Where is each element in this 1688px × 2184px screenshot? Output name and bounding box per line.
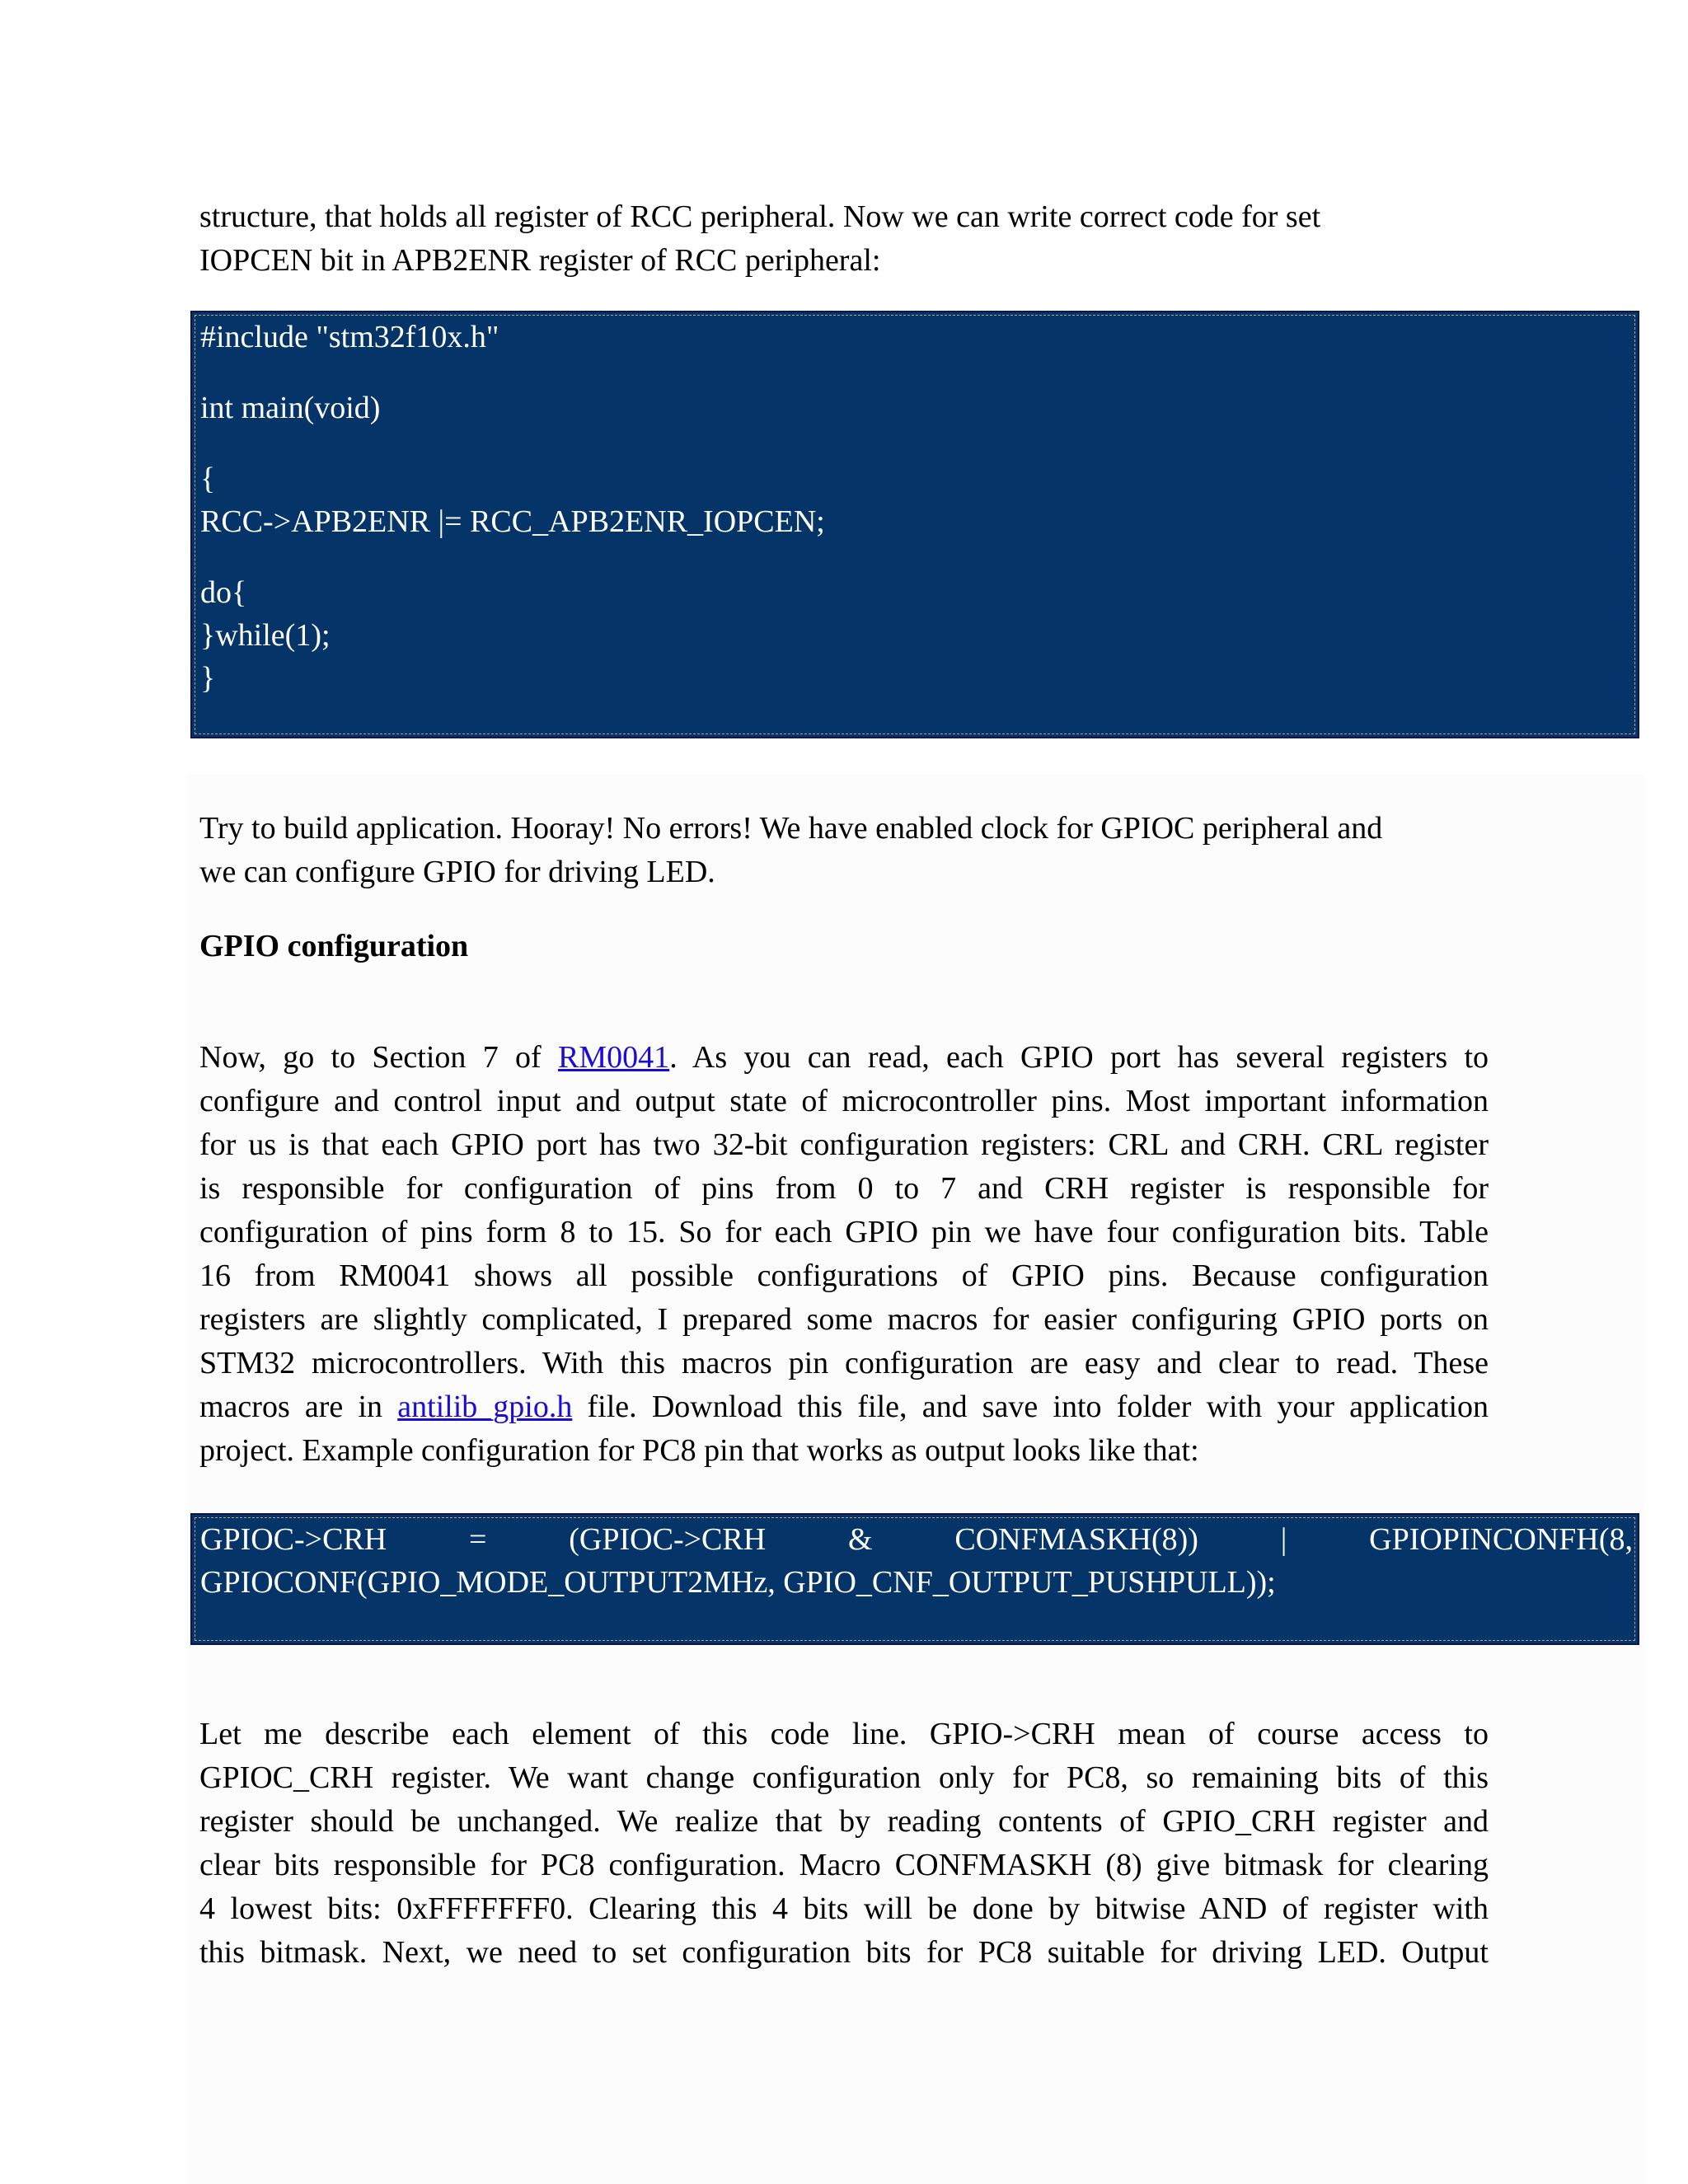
paragraph-line: for us is that each GPIO port has two 32-bit configuration registers: CRL and CRH. CRL register	[199, 1127, 1489, 1162]
paragraph-line: we can configure GPIO for driving LED.	[199, 855, 715, 889]
paragraph-line: STM32 microcontrollers. With this macros pin configuration are easy and clear to read. These	[199, 1346, 1489, 1380]
code-line: do{	[200, 575, 247, 610]
paragraph-line: structure, that holds all register of RCC peripheral. Now we can write correct code for set	[199, 199, 1321, 234]
paragraph-line: registers are slightly complicated, I prepared some macros for easier configuring GPIO ports on	[199, 1302, 1489, 1337]
paragraph-line: Let me describe each element of this code line. GPIO->CRH mean of course access to	[199, 1717, 1489, 1751]
paragraph-line: this bitmask. Next, we need to set configuration bits for PC8 suitable for driving LED. Output	[199, 1935, 1489, 1970]
code-block-gpio-config	[190, 1513, 1639, 1645]
paragraph-line: clear bits responsible for PC8 configuration. Macro CONFMASKH (8) give bitmask for clearing	[199, 1848, 1489, 1882]
paragraph-line: IOPCEN bit in APB2ENR register of RCC peripheral:	[199, 243, 881, 278]
code-line: RCC->APB2ENR |= RCC_APB2ENR_IOPCEN;	[200, 504, 825, 539]
paragraph-line: macros are in antilib_gpio.h file. Download this file, and save into folder with your application	[199, 1390, 1489, 1424]
paragraph-line: configure and control input and output state of microcontroller pins. Most important information	[199, 1084, 1489, 1118]
code-block-main	[190, 311, 1639, 738]
paragraph-line: register should be unchanged. We realize that by reading contents of GPIO_CRH register and	[199, 1804, 1489, 1839]
code-line: GPIOCONF(GPIO_MODE_OUTPUT2MHz, GPIO_CNF_OUTPUT_PUSHPULL));	[200, 1565, 1276, 1600]
code-line: int main(void)	[200, 391, 381, 425]
section-heading: GPIO configuration	[199, 929, 469, 963]
paragraph-line: 16 from RM0041 shows all possible configurations of GPIO pins. Because configuration	[199, 1258, 1489, 1293]
describe-paragraph	[199, 1713, 1489, 1975]
paragraph-line: Try to build application. Hooray! No errors! We have enabled clock for GPIOC peripheral and	[199, 811, 1383, 846]
rm0041-link[interactable]: RM0041	[558, 1040, 670, 1075]
intro-paragraph	[199, 195, 1489, 283]
code-line: {	[200, 462, 216, 496]
paragraph-line: GPIOC_CRH register. We want change configuration only for PC8, so remaining bits of this	[199, 1760, 1489, 1795]
paragraph-line: 4 lowest bits: 0xFFFFFFF0. Clearing this 4 bits will be done by bitwise AND of register with	[199, 1891, 1489, 1926]
gpio-paragraph	[199, 1036, 1489, 1473]
paragraph-line: configuration of pins form 8 to 15. So for each GPIO pin we have four configuration bits. Table	[199, 1215, 1489, 1249]
paragraph-line: Now, go to Section 7 of RM0041. As you can read, each GPIO port has several registers to	[199, 1040, 1489, 1075]
antilib-gpio-link[interactable]: antilib_gpio.h	[397, 1390, 573, 1424]
code-line: }while(1);	[200, 618, 331, 653]
paragraph-line: project. Example configuration for PC8 pin that works as output looks like that:	[199, 1433, 1199, 1468]
build-paragraph	[199, 807, 1489, 894]
code-line: #include "stm32f10x.h"	[200, 320, 499, 354]
code-line: }	[200, 661, 216, 696]
paragraph-line: is responsible for configuration of pins from 0 to 7 and CRH register is responsible for	[199, 1171, 1489, 1206]
code-line: GPIOC->CRH = (GPIOC->CRH & CONFMASKH(8)) | GPIOPINCONFH(8,	[200, 1522, 1633, 1557]
